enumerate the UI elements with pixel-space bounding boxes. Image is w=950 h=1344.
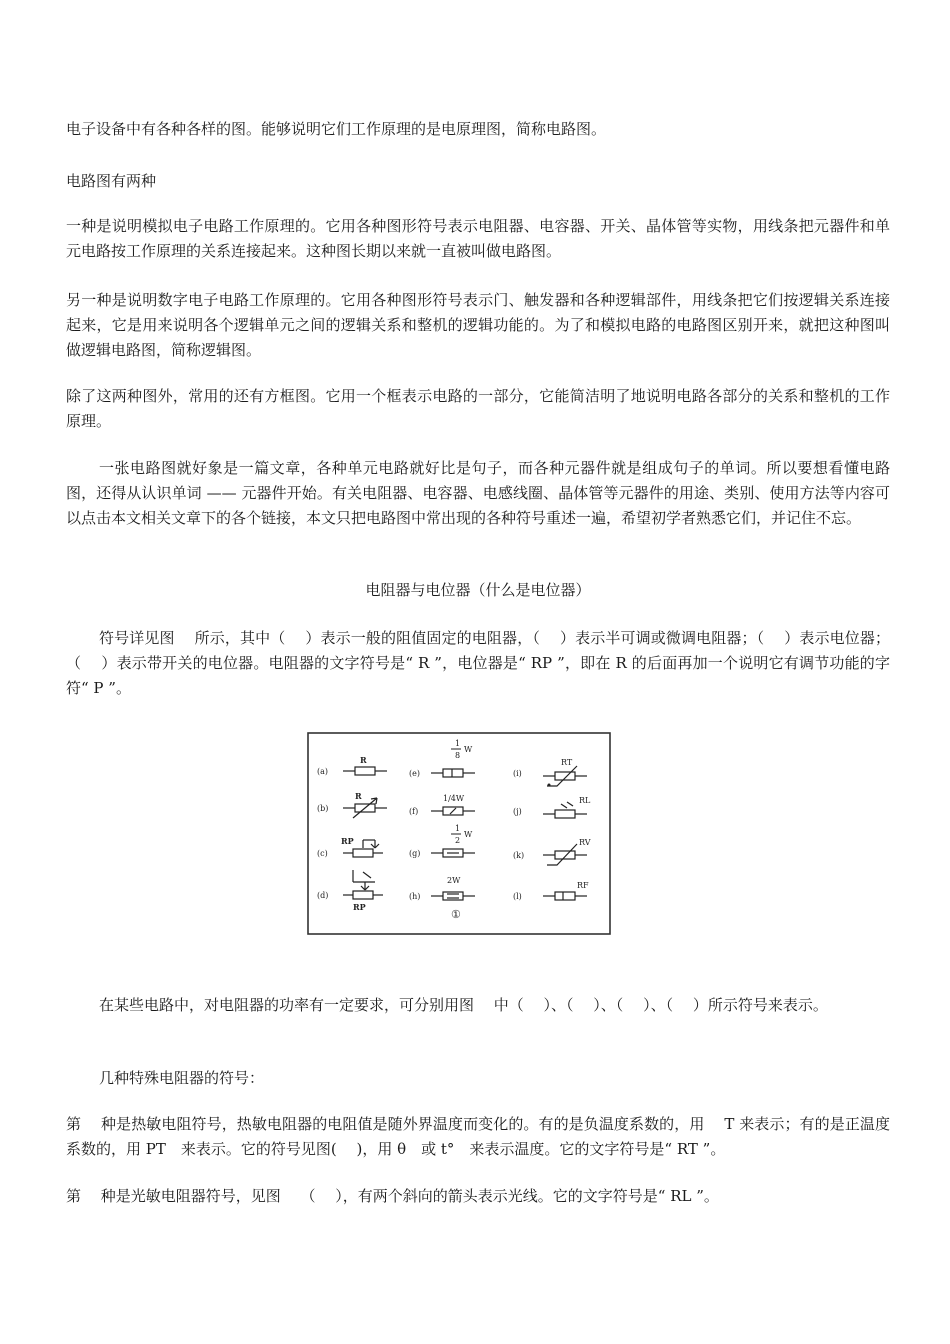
- figure-caption: ①: [451, 908, 461, 921]
- power-h: 2W: [447, 876, 461, 885]
- special-resistors-heading: 几种特殊电阻器的符号：: [99, 1069, 265, 1087]
- power-g-unit: W: [464, 830, 473, 839]
- symbol-rf: RF: [577, 881, 589, 890]
- symbol-rv: RV: [579, 838, 591, 847]
- power-e-unit: W: [464, 745, 473, 754]
- digital-paragraph: 另一种是说明数字电子电路工作原理的。它用各种图形符号表示门、触发器和各种逻辑部件，用线条把它们按逻辑关系连接起来，它是用来说明各个逻辑单元之间的逻辑关系和整机的逻辑功能的。为了和模拟电路的电路图区别开来，就把这种图叫做逻辑电路图，简称逻辑图。: [66, 291, 890, 359]
- symbol-paragraph: 符号详见图 所示，其中（ ）表示一般的阻值固定的电阻器，（ ）表示半可调或微调电阻器；（ ）表示电位器；（ ）表示带开关的电位器。电阻器的文字符号是“ R ”，电位器是“ RP ”，即在 R 的后面再加一个说明它有调节功能的字符“ P ”。: [66, 629, 890, 697]
- symbol-rl: RL: [579, 796, 591, 805]
- symbol-rp-c: RP: [341, 836, 354, 846]
- power-g-numerator: 1: [455, 824, 461, 833]
- analogy-paragraph: 一张电路图就好象是一篇文章，各种单元电路就好比是句子，而各种元器件就是组成句子的单词。所以要想看懂电路图，还得从认识单词 —— 元器件开始。有关电阻器、电容器、电感线圈、晶体管等元器件的用途、类别、使用方法等内容可以点击本文相关文章下的各个链接，本文只把电路图中常出现的各种符号重述一遍，希望初学者熟悉它们，并记住不忘。: [66, 459, 890, 527]
- analog-paragraph: 一种是说明模拟电子电路工作原理的。它用各种图形符号表示电阻器、电容器、开关、晶体管等实物，用线条把元器件和单元电路按工作原理的关系连接起来。这种图长期以来就一直被叫做电路图。: [66, 217, 890, 260]
- power-e-denominator: 8: [455, 751, 461, 760]
- power-paragraph: 在某些电路中，对电阻器的功率有一定要求，可分别用图 中（ ）、（ ）、（ ）、（ ）所示符号来表示。: [99, 996, 828, 1014]
- symbol-r-a: R: [360, 755, 367, 765]
- intro-paragraph: 电子设备中有各种各样的图。能够说明它们工作原理的是电原理图，简称电路图。: [66, 120, 607, 138]
- symbol-rt: RT: [561, 758, 573, 767]
- resistor-symbols-figure: [307, 732, 611, 935]
- thermistor-dot: [548, 784, 551, 787]
- photoresistor-paragraph: 第 种是光敏电阻器符号，见图 （ ），有两个斜向的箭头表示光线。它的文字符号是“ RL ”。: [66, 1187, 719, 1205]
- label-i: (i): [513, 769, 522, 778]
- label-b: (b): [317, 804, 329, 813]
- types-heading: 电路图有两种: [66, 172, 157, 190]
- symbol-r-b: R: [355, 791, 362, 801]
- block-diagram-paragraph: 除了这两种图外，常用的还有方框图。它用一个框表示电路的一部分，它能简洁明了地说明电路各部分的关系和整机的工作原理。: [66, 387, 890, 430]
- label-f: (f): [409, 807, 419, 816]
- label-c: (c): [317, 849, 328, 858]
- symbol-rp-d: RP: [353, 902, 366, 912]
- label-j: (j): [513, 807, 522, 816]
- power-f: 1/4W: [443, 794, 465, 803]
- label-a: (a): [317, 767, 329, 776]
- label-l: (l): [513, 892, 522, 901]
- label-k: (k): [513, 851, 525, 860]
- section-heading: 电阻器与电位器（什么是电位器）: [365, 581, 591, 599]
- label-g: (g): [409, 849, 421, 858]
- resistor-symbols-diagram: [307, 732, 611, 935]
- label-e: (e): [409, 769, 420, 778]
- power-g-denominator: 2: [455, 836, 461, 845]
- label-h: (h): [409, 892, 421, 901]
- thermistor-paragraph: 第 种是热敏电阻符号，热敏电阻器的电阻值是随外界温度而变化的。有的是负温度系数的，用 T 来表示；有的是正温度系数的，用 PT 来表示。它的符号见图( )，用 θ 或 t° 来表示温度。它的文字符号是“ RT ”。: [66, 1115, 890, 1158]
- power-e-numerator: 1: [455, 739, 461, 748]
- label-d: (d): [317, 891, 329, 900]
